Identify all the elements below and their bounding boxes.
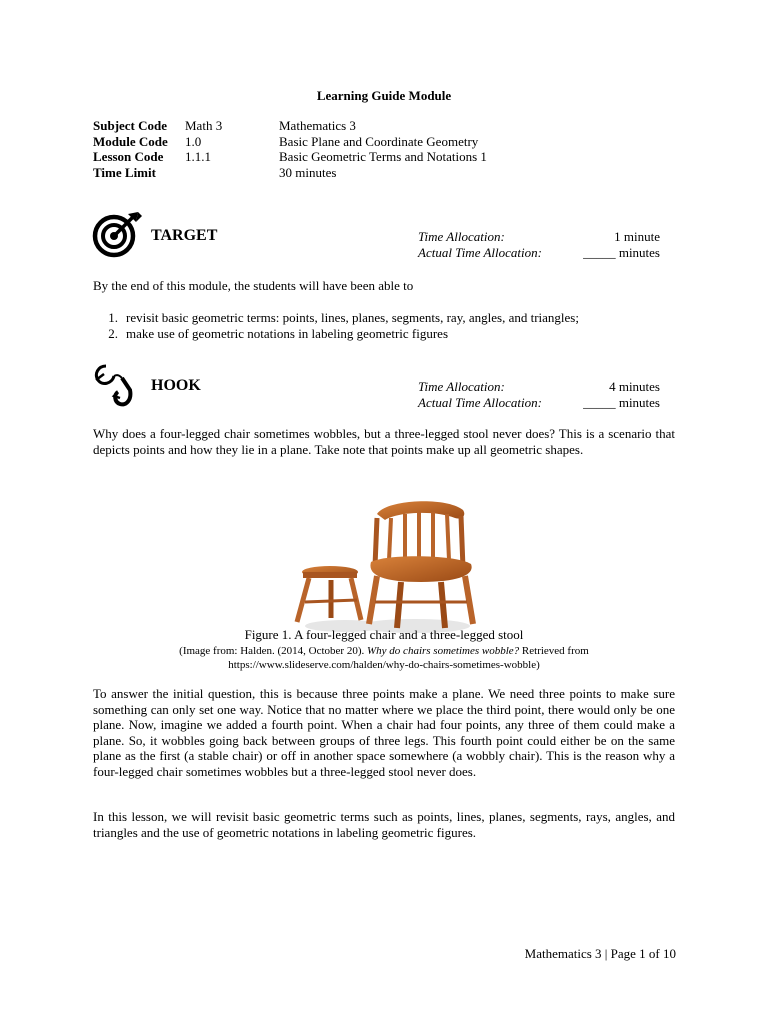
list-item <box>93 326 693 342</box>
actual-allocation-label: Actual Time Allocation: <box>418 245 542 260</box>
figure-credit <box>0 644 768 672</box>
module-title: Learning Guide Module <box>316 88 452 103</box>
hook-icon <box>92 360 144 406</box>
list-text: revisit basic geometric terms: points, lines, planes, segments, ray, angles, and triangles; <box>126 310 579 325</box>
info-code: 1.0 <box>185 133 202 149</box>
target-allocation <box>418 229 660 261</box>
credit-prefix: (Image from: Halden. (2014, October 20). <box>179 645 368 657</box>
target-title: TARGET <box>151 227 218 244</box>
info-row-time <box>93 165 487 181</box>
info-row-module <box>93 134 487 150</box>
actual-allocation-label: Actual Time Allocation: <box>418 395 542 410</box>
objectives-list <box>93 310 693 341</box>
info-row-subject <box>93 118 487 134</box>
list-text: make use of geometric notations in labeling geometric figures <box>126 325 449 341</box>
actual-allocation-value: _____ minutes <box>583 245 660 260</box>
info-row-lesson <box>93 149 487 165</box>
chair-stool-image <box>285 488 485 638</box>
lesson-paragraph: In this lesson, we will revisit basic geometric terms such as points, lines, planes, segments, rays, angles, and triangles and the use of geometric notations in labeling geometric figures. <box>93 809 675 840</box>
hook-paragraph: Why does a four-legged chair sometimes wobbles, but a three-legged stool never does? This is a scenario that depicts points and how they lie in a plane. Take note that points make up all geometric shapes. <box>93 426 675 457</box>
info-key: Lesson Code <box>93 149 164 164</box>
time-allocation-label: Time Allocation: <box>418 229 505 244</box>
time-allocation-label: Time Allocation: <box>418 379 505 394</box>
list-number: 2. <box>108 325 118 341</box>
time-allocation-value: 1 minute <box>614 229 660 244</box>
hook-title: HOOK <box>151 377 201 394</box>
info-key: Time Limit <box>93 164 156 180</box>
credit-suffix: Retrieved from <box>519 645 589 657</box>
list-item <box>93 310 693 326</box>
info-key: Subject Code <box>93 118 168 133</box>
hook-allocation <box>418 379 660 411</box>
info-code: Math 3 <box>185 118 223 133</box>
page-footer: Mathematics 3 | Page 1 of 10 <box>524 946 676 961</box>
time-allocation-value: 4 minutes <box>609 379 660 394</box>
info-value: 30 minutes <box>279 164 337 180</box>
answer-paragraph: To answer the initial question, this is because three points make a plane. We need three points to make sure something can only set one way. Notice that no matter where we place the third point, there would only be one plane. Now, imagine we added a fourth point. When a chair had four points, any three of them could make a plane. So, it wobbles going back between groups of three legs. This fourth point could either be on the same plane as the first (a stable chair) or off in another space somewhere (a wobbly chair). This is the reason why a four-legged chair sometimes wobbles but a three-legged stool never does. <box>93 686 675 779</box>
info-value: Basic Geometric Terms and Notations 1 <box>279 149 487 164</box>
credit-url: https://www.slideserve.com/halden/why-do-chairs-sometimes-wobble) <box>228 659 540 671</box>
info-code: 1.1.1 <box>185 149 211 164</box>
target-intro: By the end of this module, the students will have been able to <box>93 278 414 293</box>
info-code <box>185 165 279 181</box>
actual-allocation-value: _____ minutes <box>583 395 660 410</box>
module-info-table <box>93 118 487 180</box>
figure-caption: Figure 1. A four-legged chair and a three-legged stool <box>244 627 524 642</box>
info-key: Module Code <box>93 133 168 149</box>
target-icon <box>92 210 144 256</box>
info-value: Basic Plane and Coordinate Geometry <box>279 133 479 149</box>
info-value: Mathematics 3 <box>279 118 356 133</box>
credit-title: Why do chairs sometimes wobble? <box>367 645 520 657</box>
list-number: 1. <box>108 310 118 325</box>
